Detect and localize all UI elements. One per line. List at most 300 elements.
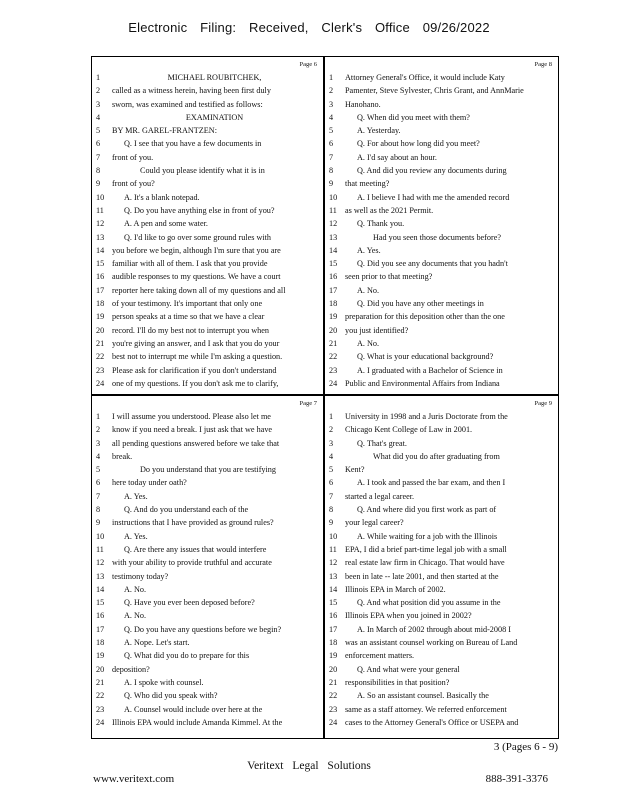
line-text: person speaks at a time so that we have a clear — [112, 312, 265, 322]
line-text: Illinois EPA would include Amanda Kimmel. At the — [112, 717, 283, 727]
line-text: preparation for this deposition other than the one — [345, 312, 505, 322]
line-number: 20 — [329, 664, 338, 674]
line-number: 21 — [329, 677, 338, 687]
line-number: 14 — [96, 584, 105, 594]
transcript-page-6 — [91, 56, 324, 395]
line-number: 23 — [329, 704, 338, 714]
transcript-page-9 — [324, 395, 559, 739]
line-text: Q. Thank you. — [357, 219, 405, 229]
line-text: Q. Are there any issues that would interfere — [124, 544, 267, 554]
line-text: as well as the 2021 Permit. — [345, 205, 434, 215]
transcript-line — [92, 377, 323, 390]
line-text: Q. Did you see any documents that you hadn't — [357, 259, 508, 269]
line-text: University in 1998 and a Juris Doctorate from the — [345, 412, 508, 421]
line-number: 6 — [96, 139, 101, 149]
transcript-line — [92, 350, 323, 363]
line-text: been in late -- late 2001, and then started at the — [345, 571, 499, 581]
transcript-line — [325, 450, 558, 463]
line-number: 10 — [96, 531, 105, 541]
transcript-line — [92, 204, 323, 217]
transcript-line — [325, 596, 558, 609]
transcript-line — [325, 583, 558, 596]
transcript-line — [325, 177, 558, 190]
line-text: Q. Do you have any questions before we begin? — [124, 624, 282, 634]
transcript-line — [325, 137, 558, 150]
transcript-line — [325, 410, 558, 423]
line-number: 4 — [329, 451, 334, 461]
line-number: 22 — [329, 691, 338, 701]
transcript-line — [325, 191, 558, 204]
transcript-line — [92, 231, 323, 244]
line-number: 4 — [329, 112, 334, 122]
line-number: 21 — [329, 338, 338, 348]
line-text: front of you? — [112, 179, 155, 189]
line-text: A. It's a blank notepad. — [124, 192, 200, 202]
line-text: Q. Have you ever been deposed before? — [124, 598, 255, 608]
line-number: 9 — [96, 179, 101, 189]
line-text: Could you please identify what it is in — [140, 166, 265, 176]
transcript-line — [92, 137, 323, 150]
transcript-line — [92, 164, 323, 177]
line-number: 5 — [329, 465, 334, 475]
line-number: 5 — [96, 465, 101, 475]
line-text: you before we begin, although I'm sure that you are — [112, 245, 281, 255]
line-number: 21 — [96, 338, 105, 348]
page-number: Page 8 — [534, 61, 552, 68]
transcript-line — [92, 596, 323, 609]
line-number: 8 — [96, 166, 101, 176]
line-number: 4 — [96, 112, 101, 122]
transcript-line — [92, 490, 323, 503]
line-text: EPA, I did a brief part-time legal job with a small — [345, 544, 507, 554]
transcript-line — [92, 703, 323, 716]
line-text: you're giving an answer, and I ask that you do your — [112, 338, 280, 348]
line-text: A. No. — [124, 611, 147, 621]
transcript-line — [325, 649, 558, 662]
line-text: I will assume you understood. Please also let me — [112, 412, 271, 421]
line-number: 1 — [96, 73, 101, 82]
transcript-line — [325, 703, 558, 716]
transcript-line — [325, 689, 558, 702]
line-text: Pamenter, Steve Sylvester, Chris Grant, and AnnMarie — [345, 86, 524, 96]
line-text: Q. I'd like to go over some ground rules with — [124, 232, 272, 242]
line-number: 19 — [329, 312, 338, 322]
line-number: 8 — [96, 505, 101, 515]
transcript-line — [92, 450, 323, 463]
line-text: EXAMINATION — [185, 112, 244, 122]
transcript-line — [92, 111, 323, 124]
line-number: 19 — [329, 651, 338, 661]
line-number: 15 — [96, 598, 105, 608]
line-number: 7 — [96, 152, 101, 162]
transcript-line — [92, 583, 323, 596]
line-number: 16 — [96, 611, 105, 621]
line-number: 3 — [96, 99, 101, 109]
transcript-line — [92, 663, 323, 676]
line-number: 2 — [329, 86, 334, 96]
line-number: 3 — [96, 438, 101, 448]
line-number: 24 — [329, 378, 338, 388]
line-text: A. No. — [124, 584, 147, 594]
line-text: that meeting? — [345, 179, 390, 189]
transcript-line — [92, 244, 323, 257]
transcript-line — [325, 310, 558, 323]
line-text: Q. And do you understand each of the — [124, 505, 249, 515]
line-number: 16 — [96, 272, 105, 282]
transcript-line — [325, 623, 558, 636]
line-number: 12 — [96, 219, 105, 229]
line-text: reporter here taking down all of my questions and all — [112, 285, 286, 295]
line-text: real estate law firm in Chicago. That would have — [345, 558, 505, 568]
line-number: 5 — [329, 126, 334, 136]
transcript-line — [92, 410, 323, 423]
line-number: 11 — [96, 544, 104, 554]
line-number: 16 — [329, 272, 338, 282]
line-number: 8 — [329, 166, 334, 176]
line-text: was an assistant counsel working on Bureau of Land — [345, 638, 518, 648]
transcript-line — [92, 676, 323, 689]
line-text: Q. That's great. — [357, 438, 407, 448]
line-text: A. Nope. Let's start. — [124, 638, 190, 648]
line-text: A. While waiting for a job with the Illinois — [357, 531, 498, 541]
line-number: 17 — [329, 285, 338, 295]
line-number: 17 — [329, 624, 338, 634]
line-text: MICHAEL ROUBITCHEK, — [167, 73, 262, 82]
line-number: 10 — [329, 531, 338, 541]
transcript-line — [325, 204, 558, 217]
transcript-line — [325, 337, 558, 350]
transcript-line — [92, 257, 323, 270]
line-number: 13 — [329, 571, 338, 581]
line-text: seen prior to that meeting? — [345, 272, 433, 282]
transcript-line — [325, 423, 558, 436]
line-text: Illinois EPA when you joined in 2002? — [345, 611, 472, 621]
line-text: Q. And what position did you assume in the — [357, 598, 501, 608]
line-text: Q. Do you have anything else in front of you? — [124, 205, 275, 215]
line-text: A. No. — [357, 285, 380, 295]
transcript-line — [92, 543, 323, 556]
line-number: 13 — [96, 571, 105, 581]
transcript-line — [325, 609, 558, 622]
transcript-line — [92, 98, 323, 111]
line-number: 7 — [329, 491, 334, 501]
line-text: A. Yes. — [357, 245, 381, 255]
line-number: 22 — [96, 691, 105, 701]
line-text: cases to the Attorney General's Office or USEPA and — [345, 717, 519, 727]
line-text: record. I'll do my best not to interrupt you when — [112, 325, 270, 335]
line-number: 3 — [329, 438, 334, 448]
line-text: Chicago Kent College of Law in 2001. — [345, 425, 473, 435]
transcript-line — [92, 310, 323, 323]
transcript-line — [92, 437, 323, 450]
transcript-line — [92, 689, 323, 702]
line-text: Q. Who did you speak with? — [124, 691, 218, 701]
line-number: 14 — [329, 245, 338, 255]
line-number: 5 — [96, 126, 101, 136]
line-text: A. I believe I had with me the amended record — [357, 192, 510, 202]
transcript-line — [325, 71, 558, 84]
line-text: you just identified? — [345, 325, 409, 335]
transcript-line — [325, 324, 558, 337]
transcript-line — [92, 530, 323, 543]
line-number: 11 — [96, 205, 104, 215]
transcript-page-7 — [91, 395, 324, 739]
line-number: 23 — [96, 704, 105, 714]
transcript-line — [325, 98, 558, 111]
transcript-line — [325, 164, 558, 177]
transcript-line — [92, 516, 323, 529]
line-number: 7 — [96, 491, 101, 501]
line-number: 24 — [329, 717, 338, 727]
line-number: 12 — [96, 558, 105, 568]
transcript-line — [325, 84, 558, 97]
transcript-line — [92, 364, 323, 377]
line-text: Kent? — [345, 465, 365, 475]
transcript-line — [325, 636, 558, 649]
transcript-line — [325, 257, 558, 270]
transcript-line — [92, 503, 323, 516]
line-number: 6 — [96, 478, 101, 488]
line-text: What did you do after graduating from — [373, 451, 500, 461]
line-number: 16 — [329, 611, 338, 621]
transcript-line — [325, 270, 558, 283]
line-text: best not to interrupt me while I'm asking a question. — [112, 352, 283, 362]
line-text: A. Yes. — [124, 531, 148, 541]
line-text: Q. What did you do to prepare for this — [124, 651, 250, 661]
line-number: 9 — [329, 179, 334, 189]
transcript-line — [92, 270, 323, 283]
line-number: 20 — [329, 325, 338, 335]
line-number: 12 — [329, 219, 338, 229]
line-number: 1 — [329, 73, 334, 82]
line-text: all pending questions answered before we take that — [112, 438, 280, 448]
line-text: one of my questions. If you don't ask me to clarify, — [112, 378, 279, 388]
transcript-line — [325, 516, 558, 529]
line-number: 19 — [96, 651, 105, 661]
line-number: 20 — [96, 325, 105, 335]
line-number: 14 — [96, 245, 105, 255]
line-text: sworn, was examined and testified as follows: — [112, 99, 263, 109]
transcript-line — [325, 663, 558, 676]
transcript-line — [92, 570, 323, 583]
line-text: deposition? — [112, 664, 150, 674]
line-text: A. I spoke with counsel. — [124, 677, 204, 687]
line-number: 15 — [329, 259, 338, 269]
line-number: 18 — [96, 299, 105, 309]
line-text: Q. For about how long did you meet? — [357, 139, 480, 149]
line-number: 12 — [329, 558, 338, 568]
transcript-line — [325, 476, 558, 489]
transcript-line — [325, 217, 558, 230]
line-text: A. Yesterday. — [357, 126, 401, 136]
transcript-line — [325, 297, 558, 310]
line-number: 15 — [329, 598, 338, 608]
transcript-line — [92, 423, 323, 436]
line-text: started a legal career. — [345, 491, 415, 501]
transcript-line — [325, 437, 558, 450]
line-number: 1 — [96, 412, 101, 421]
transcript-line — [92, 84, 323, 97]
line-number: 20 — [96, 664, 105, 674]
line-number: 17 — [96, 285, 105, 295]
line-number: 17 — [96, 624, 105, 634]
line-text: instructions that I have provided as ground rules? — [112, 518, 274, 528]
line-number: 23 — [329, 365, 338, 375]
line-text: A. No. — [357, 338, 380, 348]
transcript-line — [325, 490, 558, 503]
transcript-line — [92, 649, 323, 662]
line-number: 6 — [329, 478, 334, 488]
line-number: 7 — [329, 152, 334, 162]
transcript-line — [92, 284, 323, 297]
transcript-line — [325, 463, 558, 476]
transcript-line — [92, 217, 323, 230]
line-number: 23 — [96, 365, 105, 375]
transcript-line — [325, 530, 558, 543]
line-text: Q. When did you meet with them? — [357, 112, 470, 122]
transcript-line — [325, 716, 558, 729]
line-text: your legal career? — [345, 518, 404, 528]
transcript-line — [92, 324, 323, 337]
line-number: 13 — [96, 232, 105, 242]
line-number: 11 — [329, 205, 337, 215]
transcript-line — [325, 151, 558, 164]
line-number: 18 — [96, 638, 105, 648]
page-range-summary: 3 (Pages 6 - 9) — [493, 741, 558, 753]
line-number: 9 — [329, 518, 334, 528]
transcript-line — [325, 503, 558, 516]
line-number: 4 — [96, 451, 101, 461]
line-text: break. — [112, 451, 133, 461]
line-text: testimony today? — [112, 571, 169, 581]
line-number: 14 — [329, 584, 338, 594]
transcript-line — [92, 177, 323, 190]
page-number: Page 9 — [534, 400, 552, 407]
transcript-line — [92, 556, 323, 569]
line-text: same as a staff attorney. We referred enforcement — [345, 704, 507, 714]
line-text: of your testimony. It's important that only one — [112, 299, 263, 309]
transcript-line — [92, 191, 323, 204]
transcript-line — [92, 636, 323, 649]
line-text: know if you need a break. I just ask that we have — [112, 425, 273, 435]
line-number: 2 — [96, 425, 101, 435]
line-number: 18 — [329, 299, 338, 309]
line-text: with your ability to provide truthful and accurate — [112, 558, 272, 568]
transcript-line — [325, 284, 558, 297]
footer-website: www.veritext.com — [93, 773, 175, 785]
line-number: 19 — [96, 312, 105, 322]
transcript-line — [325, 543, 558, 556]
transcript-line — [92, 71, 323, 84]
transcript-line — [325, 364, 558, 377]
line-text: A. Counsel would include over here at the — [124, 704, 263, 714]
line-text: A. I'd say about an hour. — [357, 152, 437, 162]
line-number: 18 — [329, 638, 338, 648]
line-text: Q. And what were your general — [357, 664, 460, 674]
line-number: 24 — [96, 378, 105, 388]
transcript-line — [325, 111, 558, 124]
transcript-line — [325, 377, 558, 390]
transcript-page-8 — [324, 56, 559, 395]
line-text: Q. What is your educational background? — [357, 352, 494, 362]
line-text: audible responses to my questions. We have a court — [112, 272, 281, 282]
line-text: Please ask for clarification if you don't understand — [112, 365, 277, 375]
line-text: Attorney General's Office, it would include Katy — [345, 73, 505, 82]
line-number: 24 — [96, 717, 105, 727]
line-number: 22 — [96, 352, 105, 362]
transcript-line — [325, 124, 558, 137]
line-number: 10 — [329, 192, 338, 202]
line-number: 13 — [329, 232, 338, 242]
line-number: 6 — [329, 139, 334, 149]
line-text: A. I graduated with a Bachelor of Science in — [357, 365, 503, 375]
line-number: 9 — [96, 518, 101, 528]
line-number: 2 — [96, 86, 101, 96]
transcript-line — [92, 151, 323, 164]
transcript-line — [92, 337, 323, 350]
transcript-line — [92, 623, 323, 636]
line-text: front of you. — [112, 152, 154, 162]
line-text: familiar with all of them. I ask that you provide — [112, 259, 268, 269]
line-text: A. A pen and some water. — [124, 219, 208, 229]
line-text: BY MR. GAREL-FRANTZEN: — [112, 126, 217, 136]
transcript-line — [325, 676, 558, 689]
page-number: Page 6 — [299, 61, 317, 68]
transcript-line — [325, 231, 558, 244]
transcript-line — [325, 570, 558, 583]
footer-phone: 888-391-3376 — [485, 773, 548, 785]
line-number: 15 — [96, 259, 105, 269]
line-text: called as a witness herein, having been first duly — [112, 86, 271, 96]
line-number: 11 — [329, 544, 337, 554]
line-text: enforcement matters. — [345, 651, 415, 661]
footer-company: Veritext Legal Solutions — [247, 760, 371, 772]
line-text: responsibilities in that position? — [345, 677, 450, 687]
transcript-line — [325, 556, 558, 569]
line-text: Had you seen those documents before? — [373, 232, 502, 242]
line-text: Public and Environmental Affairs from Indiana — [345, 378, 500, 388]
transcript-line — [325, 350, 558, 363]
line-number: 10 — [96, 192, 105, 202]
line-number: 1 — [329, 412, 334, 421]
page-number: Page 7 — [299, 400, 317, 407]
line-number: 8 — [329, 505, 334, 515]
line-text: Q. I see that you have a few documents in — [124, 139, 262, 149]
line-number: 2 — [329, 425, 334, 435]
line-text: Hanohano. — [345, 99, 381, 109]
transcript-line — [92, 476, 323, 489]
line-text: A. So an assistant counsel. Basically the — [357, 691, 489, 701]
transcript-line — [92, 463, 323, 476]
line-text: Q. And did you review any documents during — [357, 166, 507, 176]
transcript-line — [92, 297, 323, 310]
line-text: Q. And where did you first work as part of — [357, 505, 497, 515]
transcript-line — [92, 609, 323, 622]
line-text: here today under oath? — [112, 478, 187, 488]
line-text: Do you understand that you are testifying — [140, 465, 276, 475]
transcript-line — [325, 244, 558, 257]
line-text: A. In March of 2002 through about mid-2008 I — [357, 624, 511, 634]
line-text: Q. Did you have any other meetings in — [357, 299, 484, 309]
line-text: A. Yes. — [124, 491, 148, 501]
line-text: A. I took and passed the bar exam, and then I — [357, 478, 506, 488]
line-number: 22 — [329, 352, 338, 362]
line-number: 21 — [96, 677, 105, 687]
transcript-line — [92, 124, 323, 137]
line-text: Illinois EPA in March of 2002. — [345, 584, 446, 594]
transcript-line — [92, 716, 323, 729]
filing-header: Electronic Filing: Received, Clerk's Office 09/26/2022 — [128, 20, 490, 35]
